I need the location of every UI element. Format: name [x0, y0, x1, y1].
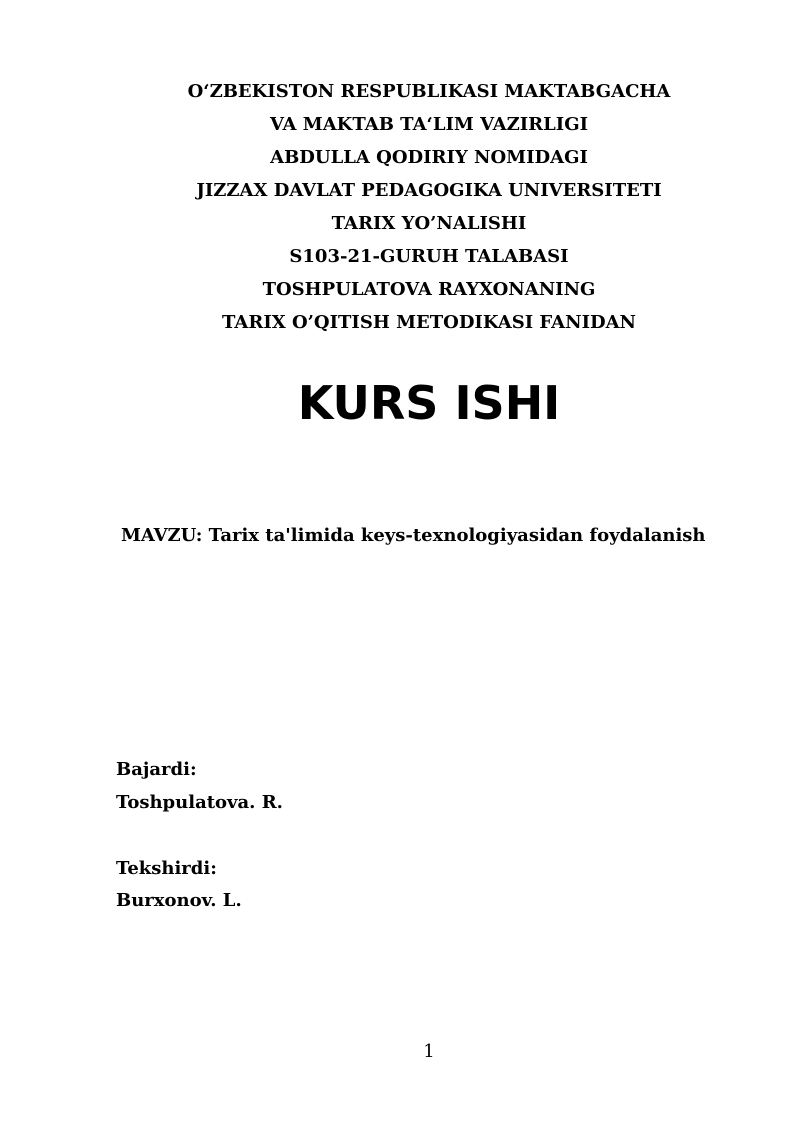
student-name-line: TOSHPULATOVA RAYXONANING [262, 279, 596, 300]
checked-by-label: Tekshirdi: [116, 858, 217, 879]
page-number: 1 [423, 1041, 435, 1062]
topic-line: MAVZU: Tarix ta'limida keys-texnologiyasidan foydalanish [121, 525, 706, 546]
title-page-header [0, 75, 800, 339]
ministry-line-1: O‘ZBEKISTON RESPUBLIKASI MAKTABGACHA [187, 81, 671, 102]
document-type-title: KURS ISHI [297, 376, 561, 430]
university-name-line-1: ABDULLA QODIRIY NOMIDAGI [270, 147, 588, 168]
ministry-line-2: VA MAKTAB TA‘LIM VAZIRLIGI [269, 114, 589, 135]
group-line: S103-21-GURUH TALABASI [289, 246, 569, 267]
university-name-line-2: JIZZAX DAVLAT PEDAGOGIKA UNIVERSITETI [196, 180, 662, 201]
performed-by-label: Bajardi: [116, 759, 197, 780]
subject-line: TARIX O’QITISH METODIKASI FANIDAN [221, 312, 637, 333]
performed-by-name: Toshpulatova. R. [116, 792, 283, 813]
department-line: TARIX YO’NALISHI [331, 213, 527, 234]
checked-by-name: Burxonov. L. [116, 890, 242, 911]
